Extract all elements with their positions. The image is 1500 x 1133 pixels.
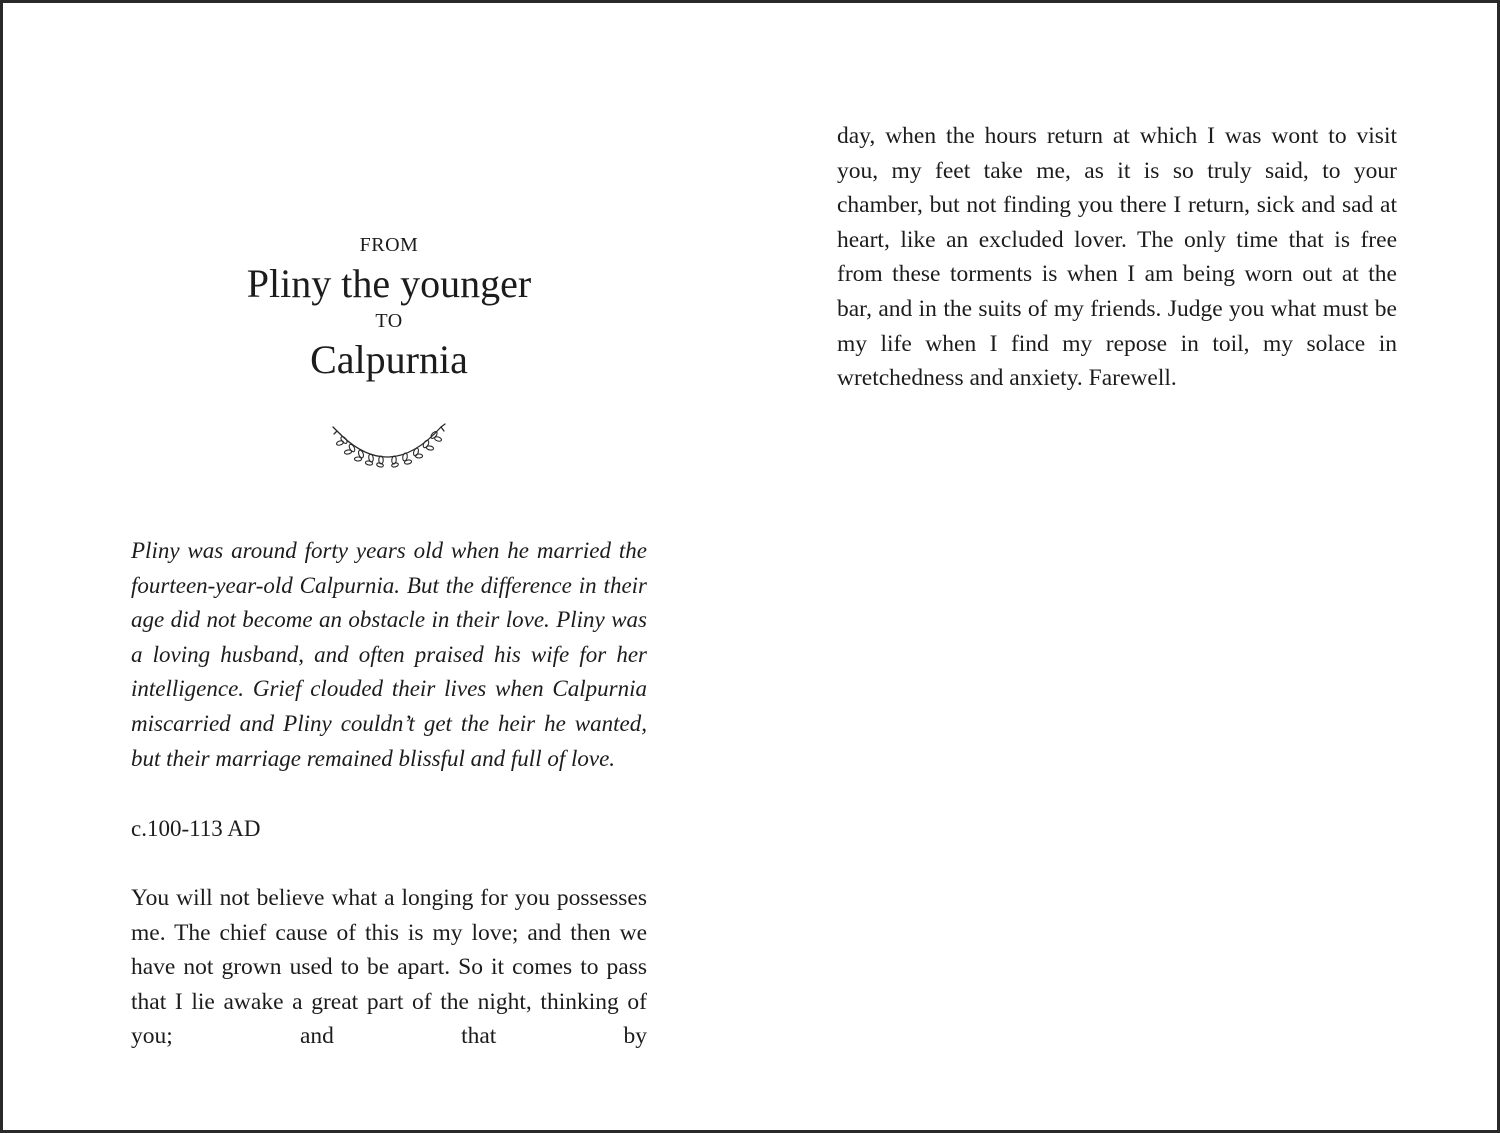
letter-date: c.100-113 AD	[131, 816, 261, 841]
author-name: Pliny the younger	[246, 261, 532, 306]
letter-body-part-2: day, when the hours return at which I was wont to visit you, my feet take me, as it is so truly said, to your chamber, but not finding you there I return, sick and sad at heart, like an excluded lover. The only time that is free from these torments is when I am being worn out at the bar, and in the suits of my friends. Judge you what must be my life when I find my repose in toil, my solace in wretchedness and anxiety. Farewell.	[837, 123, 1397, 392]
left-page	[131, 3, 647, 1130]
recipient-name: Calpurnia	[310, 337, 468, 382]
intro-paragraph: Pliny was around forty years old when he married the fourteen-year-old Calpurnia. But the difference in their age did not become an obstacle in their love. Pliny was a loving husband, and often praised his wife for her intelligence. Grief clouded their lives when Calpurnia miscarried and Pliny couldn’t get the heir he wanted, but their marriage remained blissful and full of love.	[131, 538, 647, 771]
letter-body-part-1: You will not believe what a longing for you possesses me. The chief cause of this is my love; and then we have not grown used to be apart. So it comes to pass that I lie awake a great part of the night, thinking of you; and that by	[131, 885, 647, 1050]
from-label: FROM	[359, 234, 419, 256]
laurel-garland-icon	[331, 423, 447, 475]
right-page	[837, 3, 1397, 1130]
title-block	[131, 233, 647, 385]
to-label: TO	[375, 310, 403, 332]
